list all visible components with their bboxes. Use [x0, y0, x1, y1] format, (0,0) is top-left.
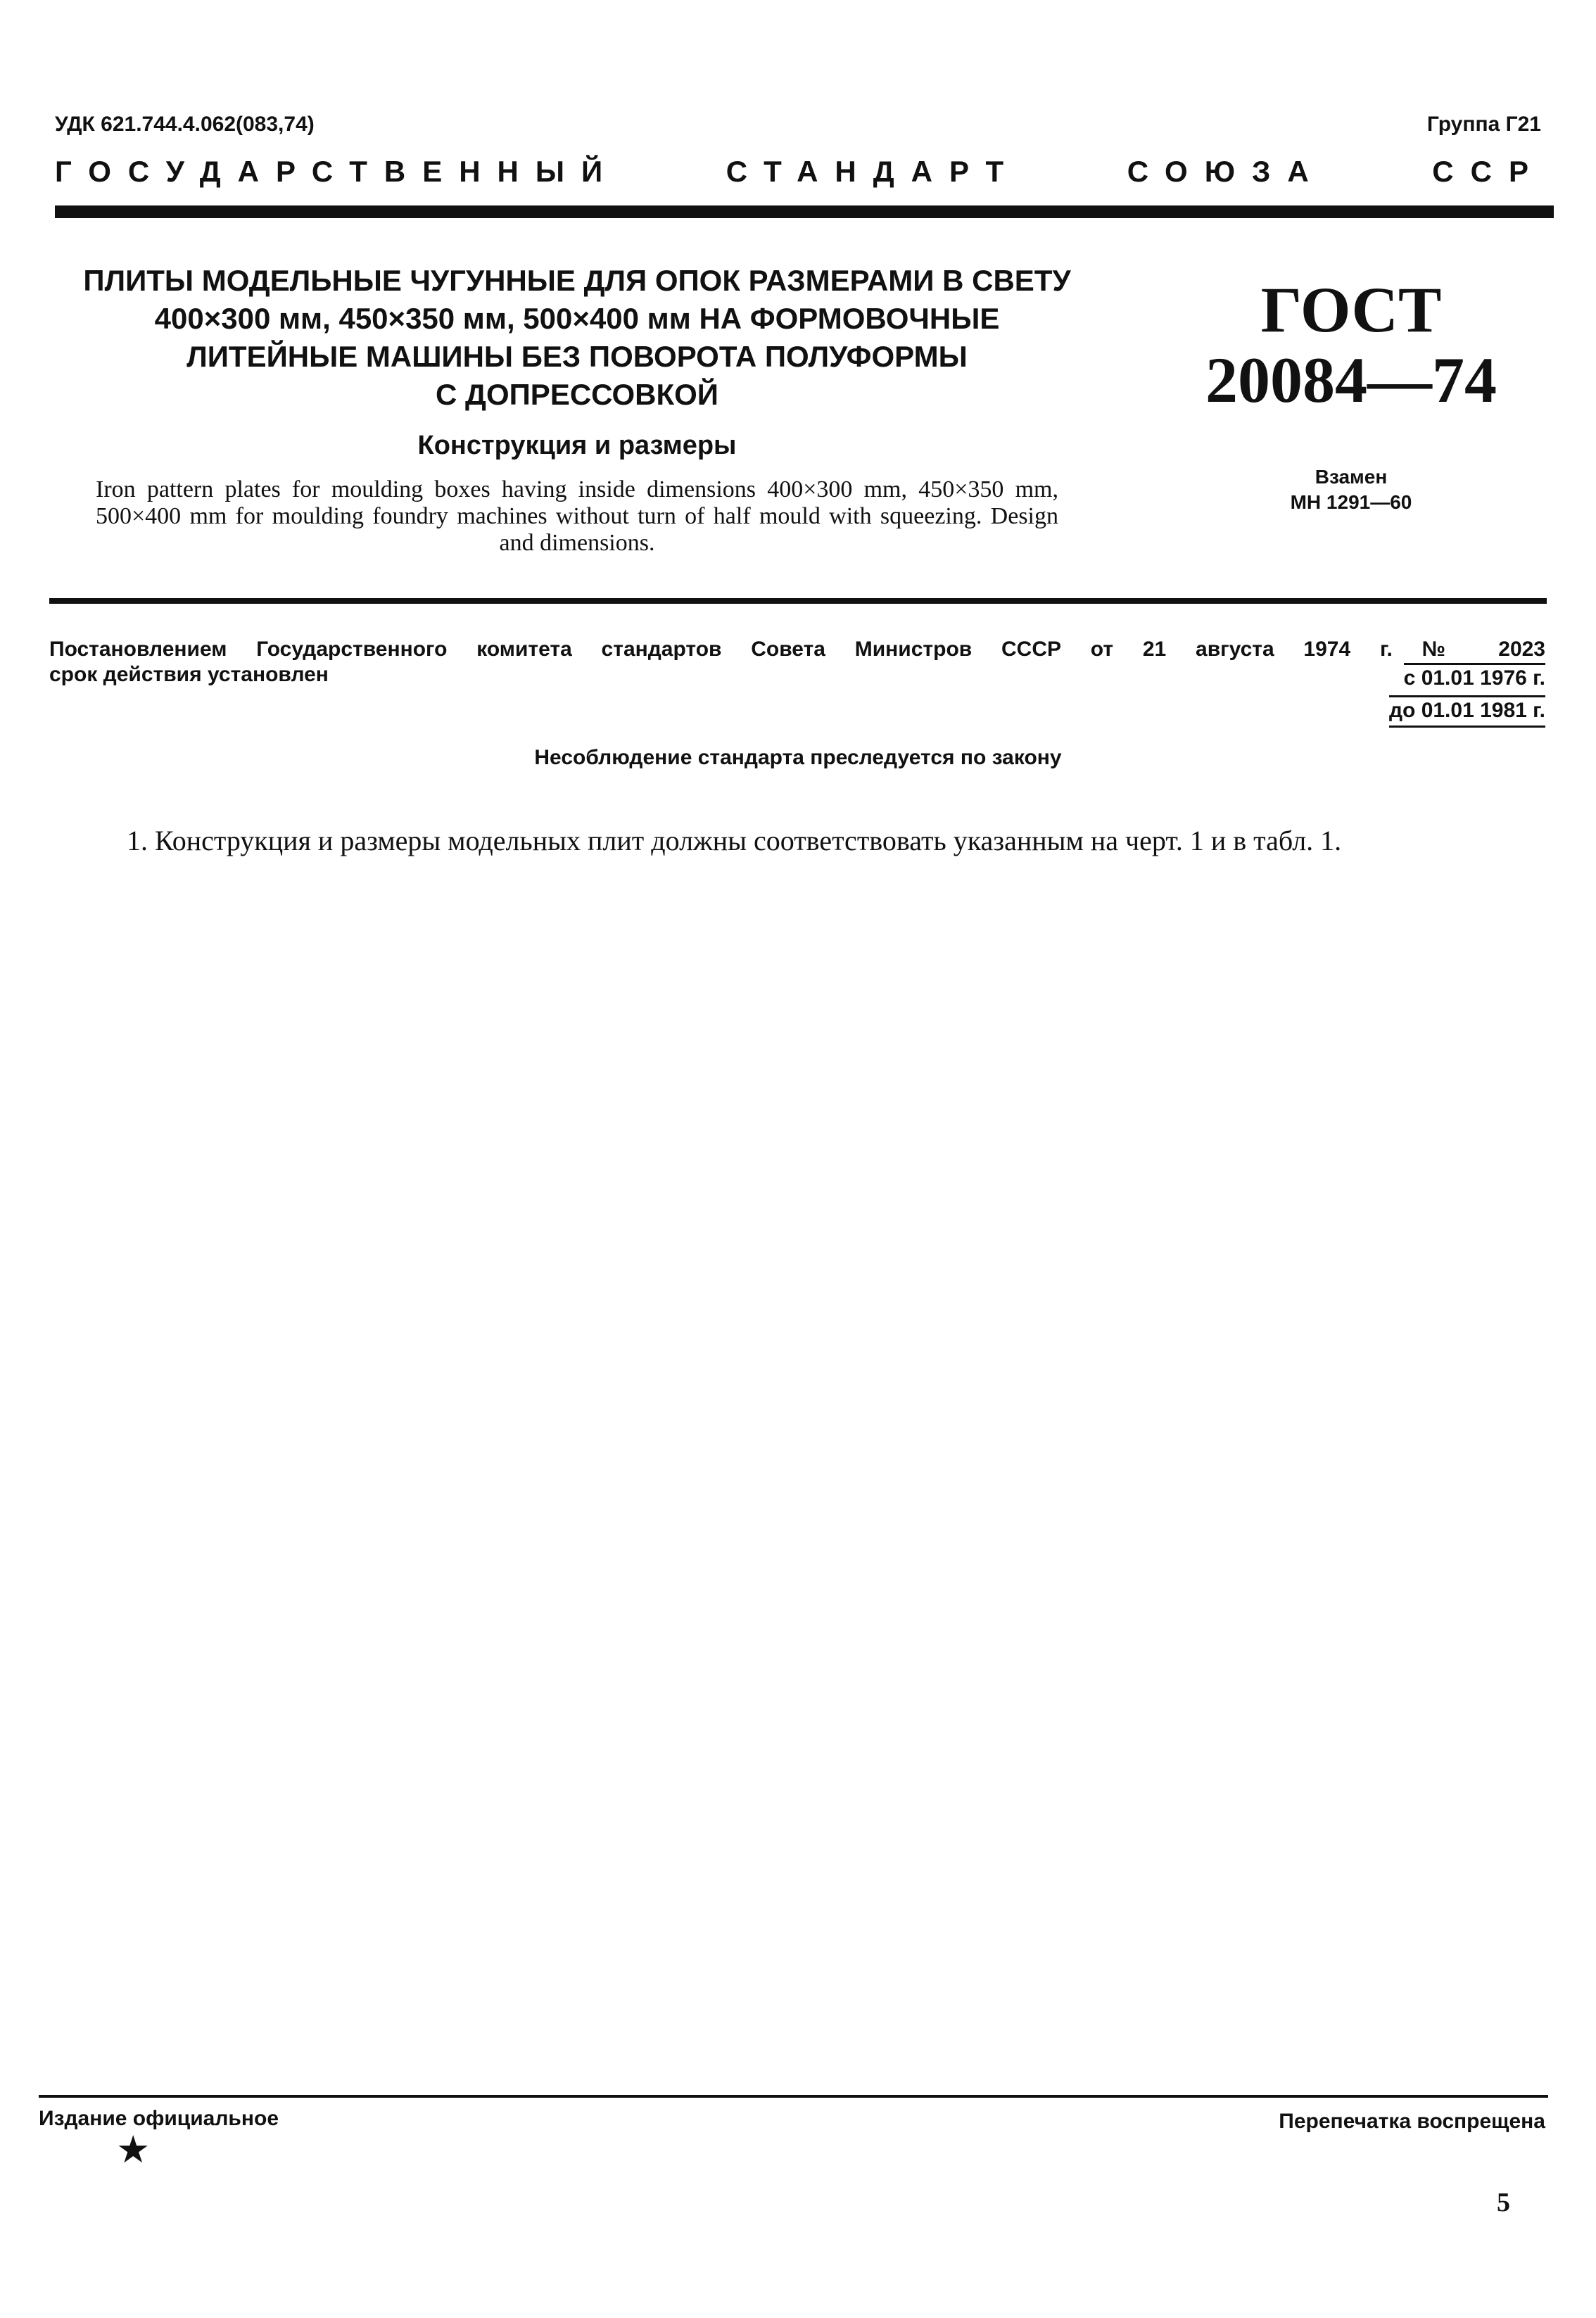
- validity-from: с 01.01 1976 г.: [1404, 663, 1545, 690]
- validity-label: срок действия установлен: [49, 663, 329, 686]
- banner-word-3: СОЮЗА: [1127, 155, 1326, 188]
- replaces-label: Взамен: [1315, 466, 1388, 488]
- decree-text: Постановлением Государственного комитета стандартов Совета Министров СССР от 21 августа 1974 г. № 2023: [49, 638, 1545, 661]
- banner-word-1: ГОСУДАРСТВЕННЫЙ: [55, 155, 620, 188]
- legal-notice: Несоблюдение стандарта преследуется по закону: [534, 746, 1062, 769]
- page-number: 5: [1497, 2188, 1510, 2217]
- title-russian: [70, 262, 1084, 414]
- star-icon: ★: [116, 2129, 151, 2171]
- udk-code: УДК 621.744.4.062(083,74): [55, 113, 315, 136]
- title-block: [70, 262, 1084, 557]
- banner-word-2: СТАНДАРТ: [726, 155, 1021, 188]
- bottom-divider: [39, 2095, 1548, 2098]
- title-line-2: 400×300 мм, 450×350 мм, 500×400 мм НА ФОРМОВОЧНЫЕ: [154, 302, 1000, 335]
- group-code: Группа Г21: [1426, 113, 1541, 136]
- reprint-notice: Перепечатка воспрещена: [1279, 2110, 1545, 2133]
- subtitle: Конструкция и размеры: [417, 431, 737, 460]
- gost-label: ГОСТ: [1260, 274, 1442, 346]
- state-standard-banner: [55, 155, 1545, 189]
- title-line-4: С ДОПРЕССОВКОЙ: [436, 378, 718, 411]
- title-english: Iron pattern plates for moulding boxes having inside dimensions 400×300 mm, 450×350 mm, 500×400 mm for moulding foundry machines without turn of half mould with squeezing. Design and dimensions.: [96, 476, 1058, 556]
- paragraph-1: 1. Конструкция и размеры модельных плит должны соответствовать указанным на черт. 1 и в табл. 1.: [127, 825, 1342, 856]
- top-divider: [55, 205, 1554, 218]
- title-line-3: ЛИТЕЙНЫЕ МАШИНЫ БЕЗ ПОВОРОТА ПОЛУФОРМЫ: [186, 340, 968, 373]
- edition-label: Издание официальное: [39, 2107, 279, 2130]
- title-line-1: ПЛИТЫ МОДЕЛЬНЫЕ ЧУГУННЫЕ ДЛЯ ОПОК РАЗМЕРАМИ В СВЕТУ: [83, 264, 1071, 297]
- gost-block: [1196, 274, 1506, 514]
- replaces-value: МН 1291—60: [1290, 491, 1412, 513]
- gost-number: 20084—74: [1205, 344, 1497, 416]
- validity-to: до 01.01 1981 г.: [1389, 695, 1545, 728]
- banner-word-4: ССР: [1432, 155, 1545, 188]
- middle-divider: [49, 598, 1547, 604]
